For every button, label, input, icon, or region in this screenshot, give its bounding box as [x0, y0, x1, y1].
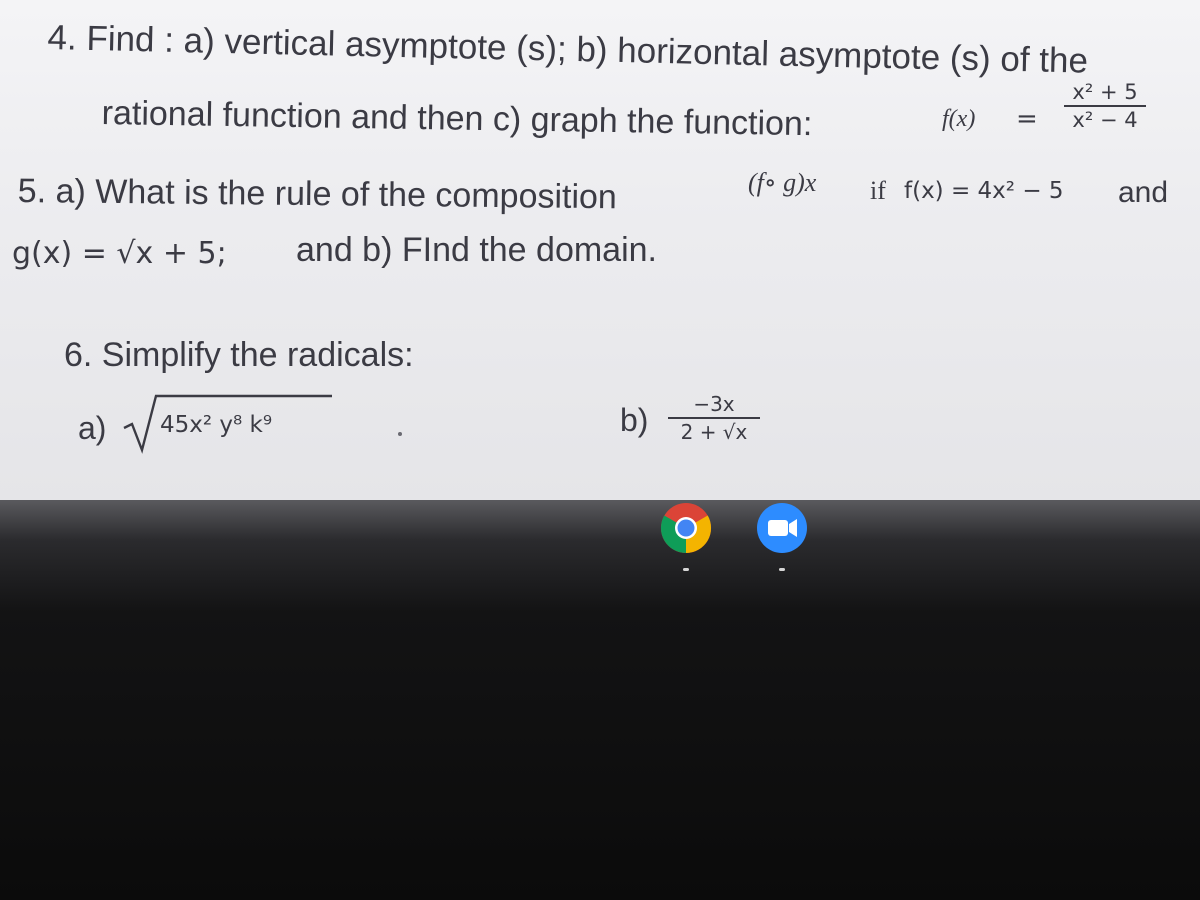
question-5-g-definition: g(x) = √x + 5; — [12, 236, 227, 271]
question-6-title: 6. Simplify the radicals: — [64, 336, 414, 374]
fraction-bar — [668, 417, 760, 419]
question-4-function-label: f(x) — [942, 106, 976, 132]
question-5-if: if — [870, 176, 886, 205]
question-4-equals: = — [1016, 104, 1038, 134]
question-5-line-2: and b) FInd the domain. — [296, 231, 658, 269]
question-6-part-b-denominator: 2 + √x — [680, 420, 748, 444]
question-6-part-a-radicand: 45x² y⁸ k⁹ — [160, 412, 273, 438]
fraction-bar — [1064, 105, 1146, 107]
question-5-line-1: 5. a) What is the rule of the composition — [17, 172, 618, 217]
chrome-running-indicator — [683, 568, 689, 571]
question-6-part-a-label: a) — [78, 410, 107, 446]
question-5-f-definition: f(x) = 4x² − 5 — [904, 178, 1064, 204]
question-5-and: and — [1118, 176, 1169, 209]
question-6-part-b-numerator: −3x — [693, 392, 735, 416]
question-5-composition: (f∘ g)x — [748, 168, 817, 197]
question-4-line-2: rational function and then c) graph the function: — [101, 94, 813, 144]
question-6-part-b-label: b) — [620, 402, 649, 438]
chrome-icon[interactable] — [660, 502, 712, 554]
zoom-icon[interactable] — [756, 502, 808, 554]
question-4-line-1: 4. Find : a) vertical asymptote (s); b) horizontal asymptote (s) of the — [47, 18, 1089, 81]
question-6-part-b-fraction — [668, 392, 760, 444]
taskbar-shelf — [0, 500, 1200, 900]
question-4-denominator: x² − 4 — [1072, 108, 1138, 132]
question-4-fraction — [1064, 80, 1146, 132]
zoom-running-indicator — [779, 568, 785, 571]
question-4-numerator: x² + 5 — [1072, 80, 1138, 104]
stray-mark — [398, 432, 402, 436]
